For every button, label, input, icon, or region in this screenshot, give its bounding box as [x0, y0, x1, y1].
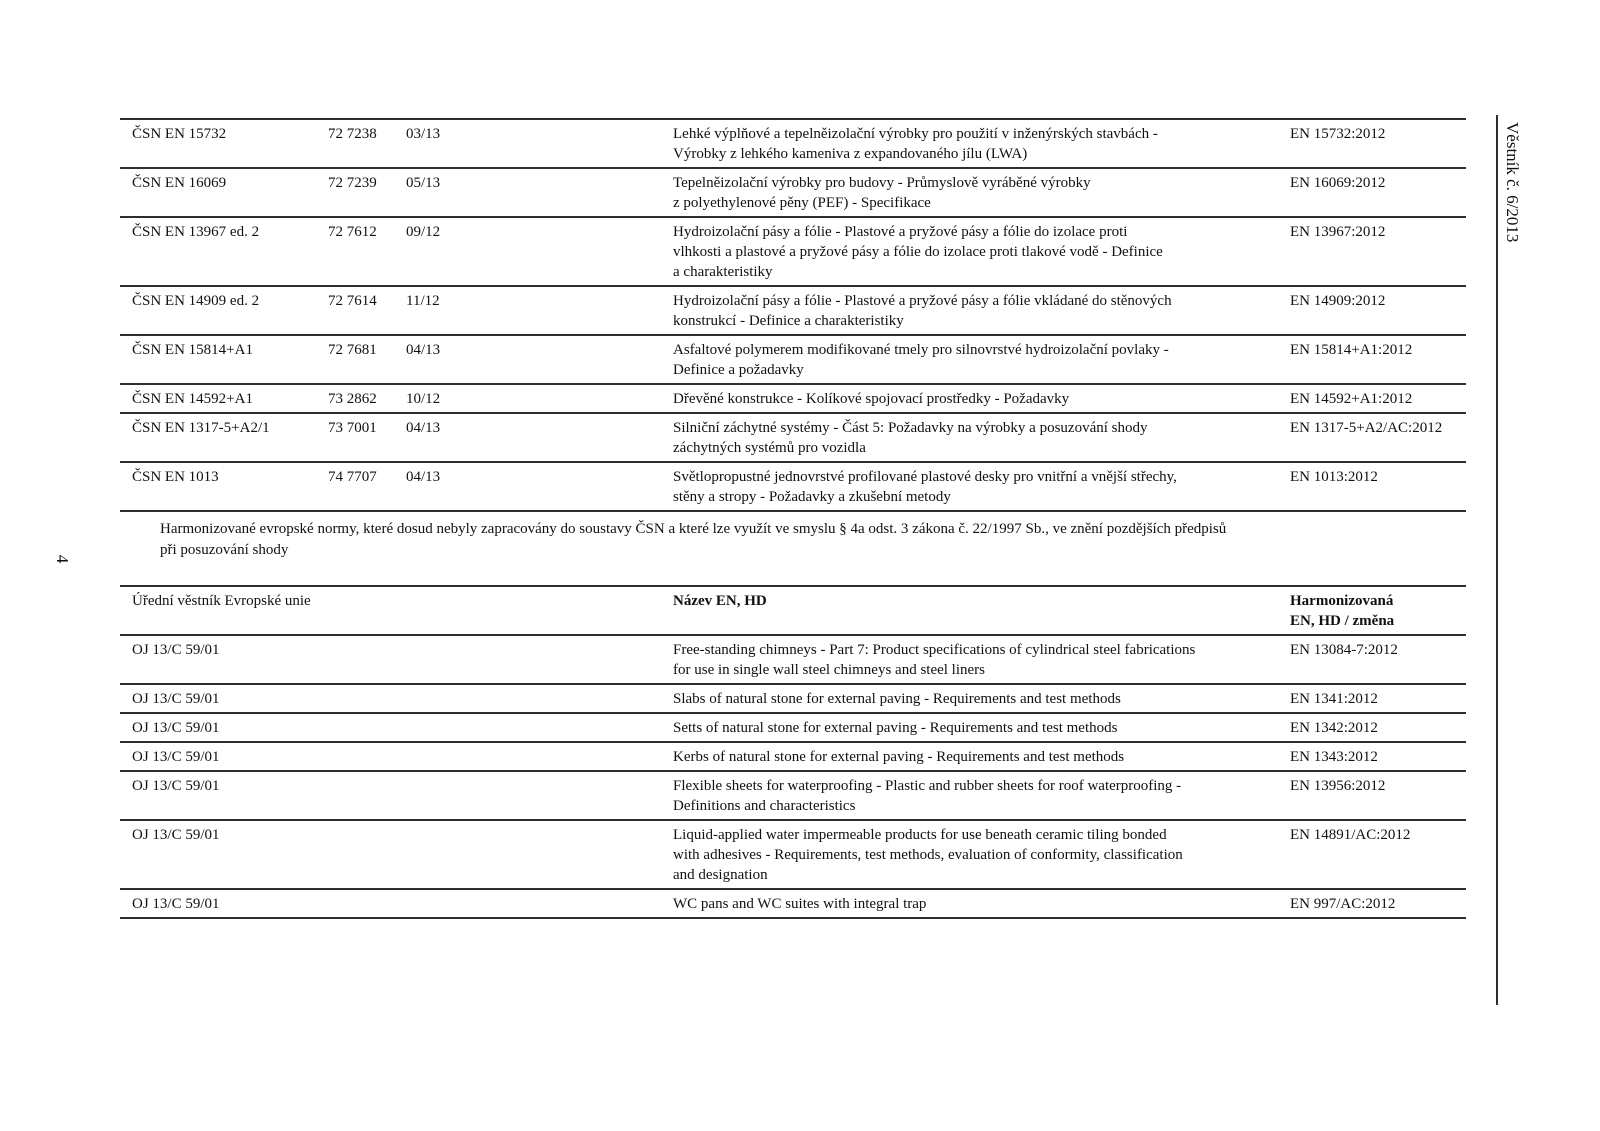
- standard-title-cell-line: Hydroizolační pásy a fólie - Plastové a pryžové pásy a fólie vkládané do stěnových: [673, 293, 1172, 309]
- table-row: [120, 820, 1466, 889]
- class-code-cell: 73 2862: [328, 391, 377, 407]
- en-name-cell: [673, 713, 1290, 742]
- header-harmonized: [1290, 586, 1466, 635]
- en-name-cell-line: Flexible sheets for waterproofing - Plastic and rubber sheets for roof waterproofing -: [673, 778, 1182, 794]
- standard-title-cell-line: Silniční záchytné systémy - Část 5: Požadavky na výrobky a posuzování shody: [673, 420, 1148, 436]
- header-oj-reference: Úřední věstník Evropské unie: [132, 593, 311, 609]
- table-row: [120, 635, 1466, 684]
- issue-date-cell: 04/13: [406, 342, 441, 358]
- standard-title-cell: [673, 168, 1290, 217]
- oj-reference-cell: OJ 13/C 59/01: [132, 896, 220, 912]
- table-row: [120, 462, 1466, 511]
- standard-title-cell-line: Asfaltové polymerem modifikované tmely pro silnovrstvé hydroizolační povlaky -: [673, 342, 1169, 358]
- table-row: [120, 713, 1466, 742]
- standard-title-cell-line: vlhkosti a plastové a pryžové pásy a fólie do izolace proti tlakové vodě - Definice: [673, 244, 1163, 260]
- issue-date-cell: 11/12: [406, 293, 440, 309]
- standard-title-cell: [673, 384, 1290, 413]
- issue-date-cell: 05/13: [406, 175, 441, 191]
- standard-title-cell-line: Lehké výplňové a tepelněizolační výrobky pro použití v inženýrských stavbách -: [673, 126, 1158, 142]
- harmonized-en-cell: EN 14909:2012: [1290, 293, 1386, 309]
- table-row: [120, 384, 1466, 413]
- csn-designation-cell: ČSN EN 13967 ed. 2: [132, 224, 260, 240]
- harmonized-en-cell: EN 13956:2012: [1290, 778, 1386, 794]
- issue-date-cell: 04/13: [406, 469, 441, 485]
- table-row: [120, 413, 1466, 462]
- harmonized-en-cell: EN 14592+A1:2012: [1290, 391, 1413, 407]
- csn-designation-cell: ČSN EN 14909 ed. 2: [132, 293, 260, 309]
- en-name-cell: [673, 684, 1290, 713]
- csn-designation-cell: ČSN EN 16069: [132, 175, 227, 191]
- header-harmonized-line: Harmonizovaná: [1290, 593, 1394, 609]
- harmonized-en-cell: EN 16069:2012: [1290, 175, 1386, 191]
- harmonized-en-cell: EN 14891/AC:2012: [1290, 827, 1411, 843]
- harmonized-en-cell: EN 1342:2012: [1290, 720, 1378, 736]
- table-row: [120, 771, 1466, 820]
- en-name-cell-line: Free-standing chimneys - Part 7: Product specifications of cylindrical steel fabrications: [673, 642, 1196, 658]
- issue-date-cell: 09/12: [406, 224, 441, 240]
- standard-title-cell-line: Dřevěné konstrukce - Kolíkové spojovací prostředky - Požadavky: [673, 391, 1070, 407]
- oj-reference-cell: OJ 13/C 59/01: [132, 778, 220, 794]
- en-name-cell-line: and designation: [673, 867, 768, 883]
- standard-title-cell: [673, 119, 1290, 168]
- standard-title-cell-line: Světlopropustné jednovrstvé profilované plastové desky pro vnitřní a vnější střechy,: [673, 469, 1177, 485]
- table-row: [120, 168, 1466, 217]
- harmonized-en-cell: EN 13084-7:2012: [1290, 642, 1398, 658]
- standard-title-cell-line: z polyethylenové pěny (PEF) - Specifikace: [673, 195, 931, 211]
- class-code-cell: 72 7614: [328, 293, 377, 309]
- harmonized-en-cell: EN 15732:2012: [1290, 126, 1386, 142]
- table-row: [120, 684, 1466, 713]
- class-code-cell: 72 7681: [328, 342, 377, 358]
- standard-title-cell-line: a charakteristiky: [673, 264, 773, 280]
- harmonized-en-cell: EN 1317-5+A2/AC:2012: [1290, 420, 1443, 436]
- header-en-name: Název EN, HD: [673, 593, 767, 609]
- oj-reference-cell: OJ 13/C 59/01: [132, 691, 220, 707]
- oj-reference-cell: OJ 13/C 59/01: [132, 642, 220, 658]
- table-row: [120, 889, 1466, 918]
- issue-date-cell: 10/12: [406, 391, 441, 407]
- en-name-cell-line: Liquid-applied water impermeable products for use beneath ceramic tiling bonded: [673, 827, 1167, 843]
- csn-designation-cell: ČSN EN 1013: [132, 469, 219, 485]
- en-name-cell-line: WC pans and WC suites with integral trap: [673, 896, 927, 912]
- header-harmonized-line: EN, HD / změna: [1290, 613, 1395, 629]
- standard-title-cell-line: stěny a stropy - Požadavky a zkušební metody: [673, 489, 951, 505]
- table-row: [120, 217, 1466, 286]
- csn-designation-cell: ČSN EN 15814+A1: [132, 342, 253, 358]
- en-name-cell-line: Definitions and characteristics: [673, 798, 856, 814]
- table-row: [120, 119, 1466, 168]
- harmonized-en-cell: EN 1341:2012: [1290, 691, 1378, 707]
- class-code-cell: 73 7001: [328, 420, 377, 436]
- harmonized-en-cell: EN 1013:2012: [1290, 469, 1378, 485]
- table-row: [120, 335, 1466, 384]
- issue-date-cell: 04/13: [406, 420, 441, 436]
- csn-designation-cell: ČSN EN 14592+A1: [132, 391, 253, 407]
- en-name-cell: [673, 771, 1290, 820]
- margin-divider-line: [1496, 115, 1498, 1005]
- harmonized-en-cell: EN 1343:2012: [1290, 749, 1378, 765]
- en-name-cell-line: Kerbs of natural stone for external paving - Requirements and test methods: [673, 749, 1125, 765]
- en-name-cell-line: for use in single wall steel chimneys and steel liners: [673, 662, 986, 678]
- page-number: 4: [53, 554, 72, 564]
- en-name-cell: [673, 889, 1290, 918]
- intro-paragraph: [160, 519, 1226, 561]
- standard-title-cell: [673, 335, 1290, 384]
- standard-title-cell-line: Výrobky z lehkého kameniva z expandovaného jílu (LWA): [673, 146, 1028, 162]
- class-code-cell: 74 7707: [328, 469, 377, 485]
- csn-designation-cell: ČSN EN 1317-5+A2/1: [132, 420, 270, 436]
- table-row: [120, 286, 1466, 335]
- standard-title-cell-line: Hydroizolační pásy a fólie - Plastové a pryžové pásy a fólie do izolace proti: [673, 224, 1128, 240]
- harmonized-en-cell: EN 13967:2012: [1290, 224, 1386, 240]
- en-name-cell-line: with adhesives - Requirements, test methods, evaluation of conformity, classification: [673, 847, 1183, 863]
- csn-designation-cell: ČSN EN 15732: [132, 126, 227, 142]
- standard-title-cell-line: záchytných systémů pro vozidla: [673, 440, 866, 456]
- en-name-cell-line: Slabs of natural stone for external paving - Requirements and test methods: [673, 691, 1121, 707]
- standard-title-cell: [673, 286, 1290, 335]
- oj-reference-cell: OJ 13/C 59/01: [132, 720, 220, 736]
- en-name-cell-line: Setts of natural stone for external paving - Requirements and test methods: [673, 720, 1118, 736]
- intro-line: při posuzování shody: [160, 542, 289, 558]
- class-code-cell: 72 7239: [328, 175, 377, 191]
- table-header-row: [120, 586, 1466, 635]
- harmonized-eu-table: [120, 585, 1466, 919]
- table-row: [120, 742, 1466, 771]
- standard-title-cell-line: Definice a požadavky: [673, 362, 804, 378]
- class-code-cell: 72 7238: [328, 126, 377, 142]
- intro-line: Harmonizované evropské normy, které dosud nebyly zapracovány do soustavy ČSN a které lze využít ve smyslu § 4a odst. 3 zákona č. 22/1997 Sb., ve znění pozdějších předpisů: [160, 521, 1227, 537]
- en-name-cell: [673, 742, 1290, 771]
- oj-reference-cell: OJ 13/C 59/01: [132, 827, 220, 843]
- standard-title-cell: [673, 413, 1290, 462]
- oj-reference-cell: OJ 13/C 59/01: [132, 749, 220, 765]
- standard-title-cell: [673, 217, 1290, 286]
- standard-title-cell-line: konstrukcí - Definice a charakteristiky: [673, 313, 904, 329]
- csn-standards-table: [120, 118, 1466, 512]
- standard-title-cell: [673, 462, 1290, 511]
- margin-journal-title: Věstník č. 6/2013: [1503, 122, 1522, 243]
- standard-title-cell-line: Tepelněizolační výrobky pro budovy - Průmyslově vyráběné výrobky: [673, 175, 1091, 191]
- harmonized-en-cell: EN 997/AC:2012: [1290, 896, 1396, 912]
- class-code-cell: 72 7612: [328, 224, 377, 240]
- issue-date-cell: 03/13: [406, 126, 441, 142]
- en-name-cell: [673, 635, 1290, 684]
- en-name-cell: [673, 820, 1290, 889]
- harmonized-en-cell: EN 15814+A1:2012: [1290, 342, 1413, 358]
